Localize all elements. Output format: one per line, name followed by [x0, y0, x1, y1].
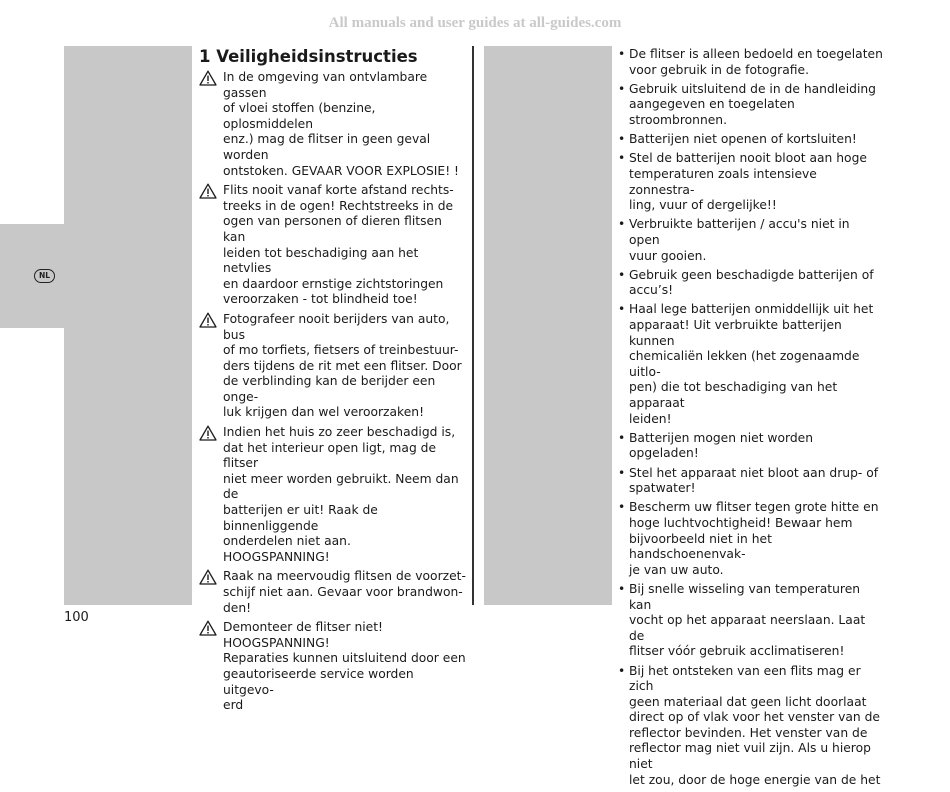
left-margin-band — [64, 46, 192, 605]
bullet-text: Stel de batterijen nooit bloot aan hoge temperaturen zoals intensieve zonnestra- ling, vuur of dergelijke!! — [629, 151, 867, 213]
bullet-dot: • — [618, 581, 626, 596]
bullet-item — [618, 500, 884, 578]
bullet-dot: • — [618, 132, 626, 147]
column-divider — [472, 46, 474, 605]
warning-text: Raak na meervoudig flitsen de voorzet- schijf niet aan. Gevaar voor brandwon- den! — [223, 569, 466, 615]
bullet-dot: • — [618, 465, 626, 480]
bullet-item — [618, 302, 884, 427]
warning-item — [199, 183, 467, 308]
warning-triangle-icon — [199, 569, 217, 585]
warning-text: Demonteer de flitser niet! HOOGSPANNING! Reparaties kunnen uitsluitend door een geautoriseerde service worden uitgevo- erd — [223, 620, 466, 713]
warning-text: Indien het huis zo zeer beschadigd is, dat het interieur open ligt, mag de flitser niet meer worden gebruikt. Neem dan de batterijen er uit! Raak de binnenliggende onderdelen niet aan. HOOGSPANNING! — [223, 425, 459, 564]
warning-item — [199, 620, 467, 714]
section-title: 1 Veiligheidsinstructies — [199, 47, 418, 66]
bullet-text: Bij snelle wisseling van temperaturen kan vocht op het apparaat neerslaan. Laat de flitser vóór gebruik acclimatiseren! — [629, 581, 866, 659]
bullet-item — [618, 132, 884, 148]
bullet-text: Stel het apparaat niet bloot aan drup- of spatwater! — [629, 465, 879, 496]
bullets-list — [618, 47, 884, 788]
bullet-item — [618, 466, 884, 497]
page-number: 100 — [64, 610, 89, 625]
bullet-dot: • — [618, 267, 626, 282]
bullet-item — [618, 82, 884, 129]
right-column — [618, 47, 884, 792]
warning-triangle-icon — [199, 312, 217, 328]
watermark: All manuals and user guides at all-guides.com — [328, 15, 622, 31]
bullet-text: Bescherm uw flitser tegen grote hitte en hoge luchtvochtigheid! Bewaar hem bijvoorbeeld niet in het handschoenenvak- je van uw auto. — [629, 500, 879, 577]
bullet-text: Bij het ontsteken van een flits mag er zich geen materiaal dat geen licht doorlaat direct op of vlak voor het venster van de reflector bevinden. Het venster van de reflector mag niet vuil zijn. Als u hierop niet let zou, door de hoge energie van de het — [629, 663, 881, 787]
bullet-text: Gebruik geen beschadigde batterijen of accu’s! — [629, 267, 874, 298]
bullet-dot: • — [618, 302, 626, 317]
bullet-item — [618, 664, 884, 789]
warning-triangle-icon — [199, 70, 217, 86]
bullet-text: Verbruikte batterijen / accu's niet in open vuur gooien. — [629, 217, 850, 263]
bullet-dot: • — [618, 217, 626, 232]
language-badge: NL — [34, 269, 55, 283]
bullet-item — [618, 47, 884, 78]
bullet-item — [618, 268, 884, 299]
warning-triangle-icon — [199, 183, 217, 199]
bullet-text: Haal lege batterijen onmiddellijk uit het apparaat! Uit verbruikte batterijen kunnen chemicaliën lekken (het zogenaamde uitlo- pen) die tot beschadiging van het apparaat leiden! — [629, 302, 874, 426]
left-column — [199, 47, 467, 718]
bullet-item — [618, 582, 884, 660]
warnings-list — [199, 70, 467, 714]
bullet-text: De flitser is alleen bedoeld en toegelaten voor gebruik in de fotografie. — [629, 47, 883, 77]
bullet-text: Gebruik uitsluitend de in de handleiding aangegeven en toegelaten stroombronnen. — [629, 81, 876, 127]
bullet-dot: • — [618, 151, 626, 166]
warning-text: Flits nooit vanaf korte afstand rechts- treeks in de ogen! Rechtstreeks in de ogen van personen of dieren flitsen kan leiden tot beschadiging aan het netvlies en daardoor ernstige zichtstoringen veroorzaken - tot blindheid toe! — [223, 183, 454, 307]
bullet-text: Batterijen niet openen of kortsluiten! — [629, 132, 857, 147]
warning-text: In de omgeving van ontvlambare gassen of vloei stoffen (benzine, oplosmiddelen enz.) mag de flitser in geen geval worden ontstoken. GEVAAR VOOR EXPLOSIE! ! — [223, 70, 459, 178]
right-margin-band — [484, 46, 612, 605]
bullet-text: Batterijen mogen niet worden opgeladen! — [629, 430, 814, 461]
bullet-dot: • — [618, 663, 626, 678]
bullet-item — [618, 431, 884, 462]
bullet-item — [618, 151, 884, 213]
warning-text: Fotografeer nooit berijders van auto, bus of mo torfiets, fietsers of treinbestuur- ders tijdens de rit met een flitser. Door de verblinding kan de berijder een onge- luk krijgen dan wel veroorzaken! — [223, 311, 462, 420]
warning-triangle-icon — [199, 425, 217, 441]
bullet-dot: • — [618, 81, 626, 96]
warning-item — [199, 425, 467, 565]
warning-item — [199, 569, 467, 616]
warning-item — [199, 312, 467, 421]
bullet-dot: • — [618, 430, 626, 445]
bullet-dot: • — [618, 47, 626, 61]
bullet-item — [618, 217, 884, 264]
bullet-dot: • — [618, 500, 626, 515]
warning-triangle-icon — [199, 620, 217, 636]
warning-item — [199, 70, 467, 179]
